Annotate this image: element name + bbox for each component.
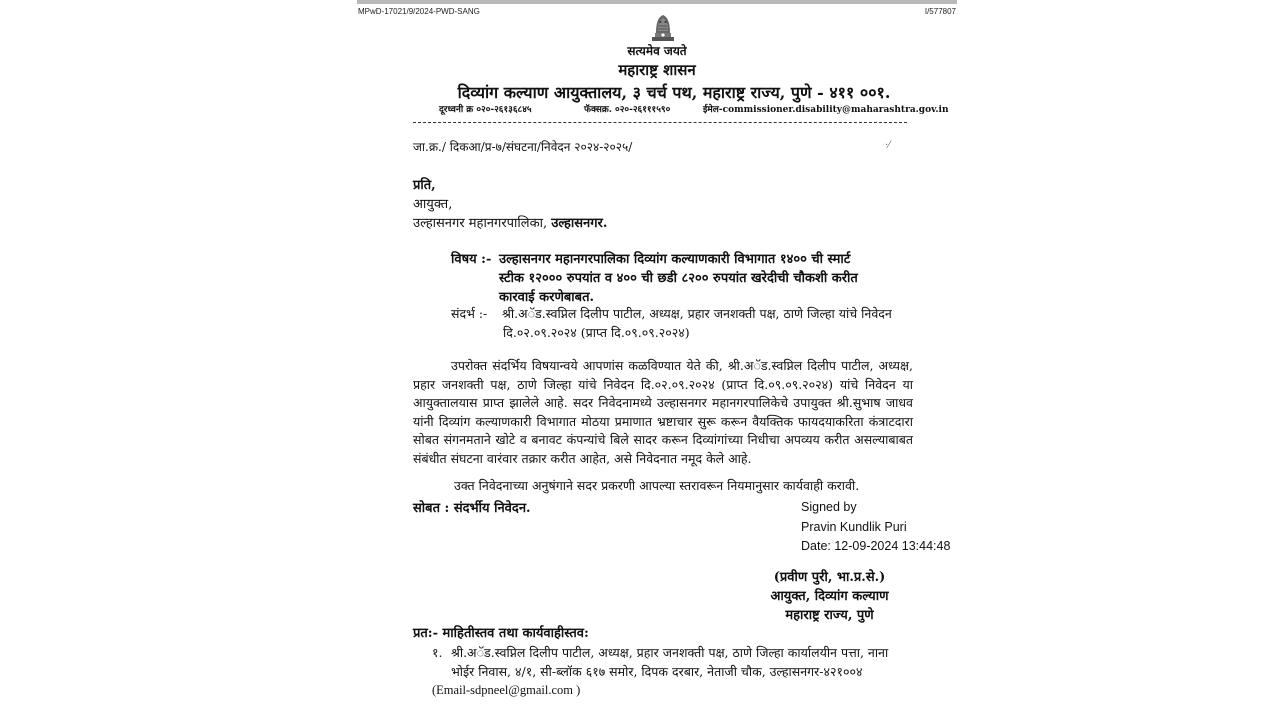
copy-to-label: प्रत:- माहितीस्तव तथा कार्यवाहीस्तव: (413, 626, 589, 641)
stamp-mark: ·⁄ (885, 140, 890, 151)
letter-reference-number: जा.क्र./ दिकआ/प्र-७/संघटना/निवेदन २०२४-२०२५/ (413, 140, 633, 154)
page-top-border (357, 0, 957, 4)
ashoka-emblem-icon (646, 11, 680, 43)
signatory-place: महाराष्ट्र राज्य, पुणे (785, 608, 874, 623)
copy-item-line: श्री.अॅड.स्वप्निल दिलीप पाटील, अध्यक्ष, प्रहार जनशक्ती पक्ष, ठाणे जिल्हा कार्यालयीन पत्ता, नाना (451, 645, 889, 660)
copy-item-number: १. (432, 645, 443, 660)
office-email: ईमेल-commissioner.disability@maharashtra.gov.in (703, 105, 949, 115)
subject-line: स्टीक १२००० रुपयांत व ४०० ची छडी ८२०० रुपयांत खरेदीची चौकशी करीत (499, 271, 858, 286)
file-reference: MPwD-17021/9/2024-PWD-SANG (358, 7, 480, 16)
letter-body: उपरोक्त संदर्भिय विषयान्वये आपणांस कळविण्यात येते की, श्री.अॅड.स्वप्निल दिलीप पाटील, अध्यक्ष, प्रहार जनशक्ती पक्ष, ठाणे जिल्हा यांचे निवेदन दि.०२.०९.२०२४ (प्राप्त दि.०९.०९.२०२४) यांचे निवेदन या आयुक्तालयास प्राप्त झालेले आहे. सदर निवेदनामध्ये उल्हासनगर महानगरपालिकेचे उपायुक्त श्री.सुभाष जाधव यांनी दिव्यांग कल्याणकारी विभागात मोठया प्रमाणात भ्रष्टाचार सुरू करून वैयक्तिक फायदयाकरिता कंत्राटदारा सोबत संगनमताने खोटे व बनावट कंपन्यांचे बिले सादर करून दिव्यांगांच्या निधीचा अपव्यय करीत असल्याबाबत संबंधीत संघटना वारंवार तक्रार करीत आहेत, असे निवेदनात नमूद केले आहे. (413, 358, 913, 466)
letter-page (357, 0, 957, 720)
copy-item-email: (Email-sdpneel@gmail.com ) (432, 683, 581, 697)
government-title: महाराष्ट्र शासन (618, 61, 696, 79)
digital-signature-date: Date: 12-09-2024 13:44:48 (801, 539, 951, 553)
reference-line: दि.०२.०९.२०२४ (प्राप्त दि.०९.०९.२०२४) (503, 325, 690, 340)
recipient-label: प्रति, (413, 178, 436, 193)
action-directive: उक्त निवेदनाच्या अनुषंगाने सदर प्रकरणी आपल्या स्तरावरून नियमानुसार कार्यवाही करावी. (454, 478, 860, 493)
subject-line: उल्हासनगर महानगरपालिका दिव्यांग कल्याणकारी विभागात १४०० ची स्मार्ट (499, 252, 851, 267)
reference-label: संदर्भ :- (451, 306, 488, 321)
digital-signature-label: Signed by (801, 500, 857, 514)
header-divider (413, 122, 907, 123)
signatory-name: (प्रवीण पुरी, भा.प्र.से.) (773, 570, 886, 585)
enclosure-note: सोबत : संदर्भीय निवेदन. (413, 501, 531, 516)
recipient-designation: आयुक्त, (413, 197, 453, 212)
national-motto: सत्यमेव जयते (627, 44, 687, 58)
fax-number: फॅक्सक्र. ०२०-२६१११५९० (584, 105, 671, 115)
subject-label: विषय :- (451, 252, 492, 267)
digital-signature-name: Pravin Kundlik Puri (801, 520, 907, 534)
phone-number: दूरध्वनी क्र ०२०-२६१३६८४५ (439, 105, 532, 115)
inward-number: I/577807 (924, 7, 956, 16)
reference-line: श्री.अॅड.स्वप्निल दिलीप पाटील, अध्यक्ष, प्रहार जनशक्ती पक्ष, ठाणे जिल्हा यांचे निवेदन (502, 306, 892, 321)
signatory-designation: आयुक्त, दिव्यांग कल्याण (770, 589, 889, 604)
copy-item-line: भोईर निवास, ४/१, सी-ब्लॉक ६१७ समोर, दिपक दरबार, नेताजी चौक, उल्हासनगर-४२१००४ (451, 664, 863, 679)
office-address: दिव्यांग कल्याण आयुक्तालय, ३ चर्च पथ, महाराष्ट्र राज्य, पुणे - ४११ ००१. (457, 83, 891, 102)
recipient-office: उल्हासनगर महानगरपालिका, उल्हासनगर. (413, 216, 608, 231)
subject-line: कारवाई करणेबाबत. (499, 290, 595, 305)
